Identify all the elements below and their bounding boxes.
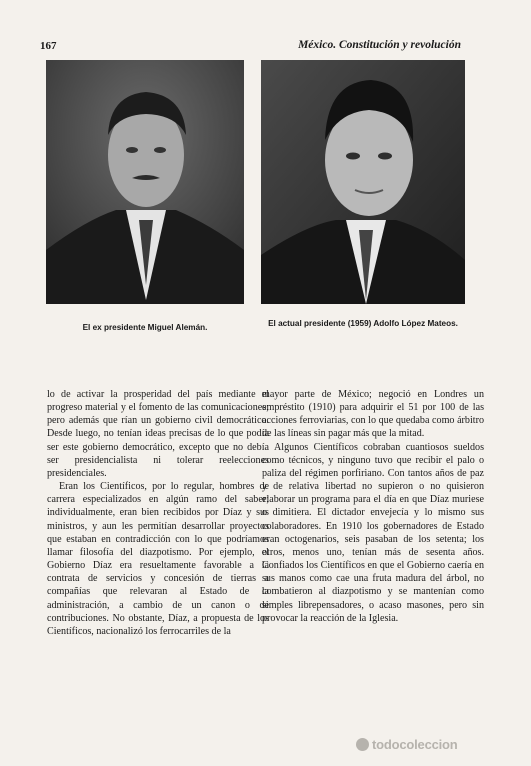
watermark-text: todocoleccion xyxy=(372,737,458,752)
page-number: 167 xyxy=(40,40,57,52)
figure-caption-right: El actual presidente (1959) Adolfo López Mateos. xyxy=(268,319,458,328)
paragraph: mayor parte de México; negoció en Londres un empréstito (1910) para adquirir el 51 por 100 de las acciones ferroviarias, con lo que quedaba como árbitro de las líneas sin pagar más que la mitad. xyxy=(262,389,484,440)
figure-caption-left: El ex presidente Miguel Alemán. xyxy=(82,323,208,332)
text-column-left xyxy=(47,388,269,638)
paragraph: Eran los Científicos, por lo regular, hombres de carrera especializados en algún ramo del saber; individualmente, eran bien recibidos por Díaz y sus ministros, y aun les permitían desarrollar proyectos que estaban en contradicción con lo que podríamos llamar filosofía del diazpotismo. Por ejemplo, el Gobierno Díaz era resueltamente favorable a la contrata de servicios y concesión de tierras a compañías que relevaran al Estado de la administración, a cambio de un canon o de contribuciones. No obstante, Díaz, a propuesta de los Científicos, nacionalizó los ferrocarriles de la xyxy=(47,481,269,637)
watermark-logo xyxy=(356,737,458,752)
portrait-photo-aleman xyxy=(46,60,244,304)
text-column-right xyxy=(262,388,484,625)
watermark-mark-icon xyxy=(356,738,369,751)
paragraph: Algunos Científicos cobraban cuantiosos sueldos como técnicos, y ninguno tuvo que recibir el palo o paliza del régimen porfiriano. Con tantos años de paz y de relativa libertad no supieron o no quisieron elaborar un programa para el día en que Díaz muriese o dimitiera. El dictador envejecía y lo mismo sus colaboradores. En 1910 los gobernadores de Estado eran octogenarios, seis pasaban de los setenta; los otros, menos uno, tenían más de sesenta años. Confiados los Científicos en que el Gobierno caería en sus manos como cae una fruta madura del árbol, no combatieron al diazpotismo y se mantenían como simples librepensadores, o acaso masones, pero sin provocar la reacción de la Iglesia. xyxy=(262,441,484,624)
paragraph: lo de activar la prosperidad del país mediante el progreso material y el fomento de las comunicaciones; pero además que rían un gobierno civil democrático. Desde luego, no tenían ideas precisas de lo que podía ser este gobierno democrático, excepto que no debía ser presidencialista ni tolerar reelecciones presidenciales. xyxy=(47,389,269,479)
running-head: México. Constitución y revolución xyxy=(298,39,461,51)
portrait-photo-lopez-mateos xyxy=(261,60,465,304)
